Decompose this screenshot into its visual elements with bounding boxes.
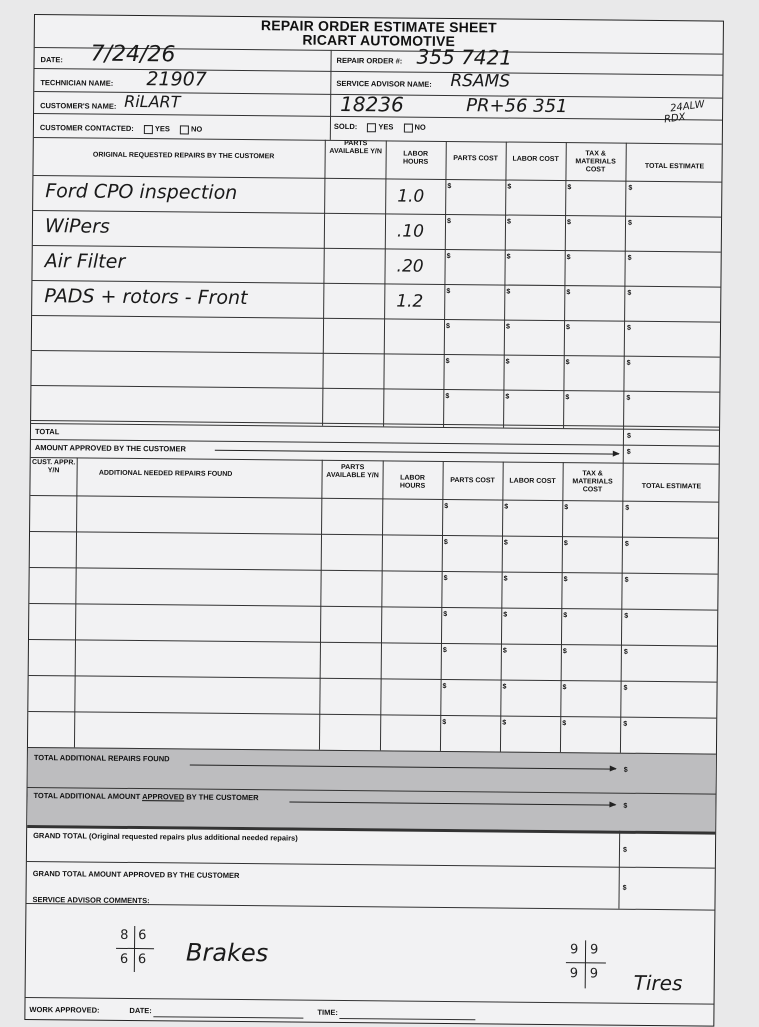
t1-header-labor-hours: LABOR HOURS [402,150,429,166]
dollar-sign: $ [444,502,449,510]
dollar-sign: $ [625,504,630,512]
t2-approved-underlined: APPROVED [142,792,185,802]
footer-date-field[interactable] [153,1016,303,1018]
work-approved-label: WORK APPROVED: [29,1005,100,1015]
dollar-sign: $ [626,324,631,332]
grand-total-label: GRAND TOTAL (Original requested repairs plus additional needed repairs) [33,831,298,843]
t2-header-labor-cost: LABOR COST [509,477,556,486]
dollar-sign: $ [446,217,451,226]
grand-total-dollar: $ [622,846,627,854]
dollar-sign: $ [505,358,510,366]
table-row [31,385,719,427]
repair-description: Air Filter [44,250,126,273]
dollar-sign: $ [442,646,447,654]
t2-approved-prefix: TOTAL ADDITIONAL AMOUNT [33,791,143,802]
t1-approved-label: AMOUNT APPROVED BY THE CUSTOMER [34,443,186,454]
t2-approved-suffix: BY THE CUSTOMER [184,792,259,803]
tires-tally-tr: 9 [589,942,599,958]
repair-order-value: 355 7421 [416,44,513,70]
t2-total-approved-dollar: $ [623,802,628,810]
contacted-yes-checkbox[interactable] [144,125,153,134]
t1-total-label: TOTAL [34,427,60,437]
t1-total-dollar: $ [626,432,631,440]
contacted-no-label: NO [190,124,203,134]
t2-header-total: TOTAL ESTIMATE [641,482,702,491]
advisor-label: SERVICE ADVISOR NAME: [336,78,432,89]
dollar-sign: $ [502,719,507,727]
dollar-sign: $ [627,254,632,262]
labor-hours-value: 1.2 [396,291,424,312]
tires-comment: Tires [633,970,683,996]
date-value: 7/24/26 [90,41,176,68]
repair-description: PADS + rotors - Front [44,285,248,310]
dollar-sign: $ [443,610,448,618]
t1-header-parts-cost: PARTS COST [453,155,498,163]
t2-header-parts-cost: PARTS COST [450,477,495,485]
t1-header-desc: ORIGINAL REQUESTED REPAIRS BY THE CUSTOMER [92,151,275,161]
customer-number: 18236 [340,91,404,117]
t1-approved-dollar: $ [626,448,631,456]
dollar-sign: $ [565,359,570,367]
dollar-sign: $ [565,394,570,402]
comments-label: SERVICE ADVISOR COMMENTS: [32,895,150,906]
tires-tally-bl: 9 [569,966,579,982]
grand-total-line [27,861,715,869]
dollar-sign: $ [564,504,569,512]
footer-line [26,997,714,1005]
dollar-sign: $ [443,574,448,582]
sold-label: SOLD: [333,121,358,132]
dollar-sign: $ [566,219,571,227]
vehicle-note-2: RDX [663,111,687,126]
dollar-sign: $ [624,612,629,620]
t1-header-parts-available: PARTS AVAILABLE Y/N [329,139,382,156]
brakes-tally-hline [116,948,154,949]
dollar-sign: $ [447,182,452,191]
dollar-sign: $ [628,184,633,192]
dollar-sign: $ [502,647,507,655]
labor-hours-value: .10 [396,221,425,242]
dollar-sign: $ [507,183,512,191]
sold-no-checkbox[interactable] [403,123,412,132]
tires-tally-hline [566,962,606,963]
brakes-tally-bl: 6 [119,951,129,967]
dollar-sign: $ [506,253,511,261]
brakes-tally-tr: 6 [138,928,147,944]
dollar-sign: $ [626,359,631,367]
t2-header-desc: ADDITIONAL NEEDED REPAIRS FOUND [98,469,233,478]
dollar-sign: $ [563,612,568,620]
t2-header-cust-appr: CUST. APPR. Y/N [32,459,76,475]
t1-header-total: TOTAL ESTIMATE [644,162,705,171]
t2-header-tax: TAX & MATERIALS COST [572,470,613,494]
date-label: DATE: [40,55,63,65]
dollar-sign: $ [445,322,450,331]
header-line-2 [34,68,722,76]
dollar-sign: $ [562,720,567,728]
t2-total-found-dollar: $ [623,766,628,774]
customer-label: CUSTOMER'S NAME: [40,101,117,111]
dollar-sign: $ [565,324,570,332]
company-name: RICART AUTOMOTIVE [302,31,456,50]
dollar-sign: $ [566,254,571,262]
footer-time-field[interactable] [339,1018,475,1020]
footer-date-label: DATE: [129,1005,152,1016]
dollar-sign: $ [443,538,448,546]
dollar-sign: $ [623,648,628,656]
dollar-sign: $ [505,323,510,331]
dollar-sign: $ [567,184,572,192]
dollar-sign: $ [562,684,567,692]
tires-tally-br: 9 [589,966,599,982]
contacted-yes-label: YES [154,124,170,134]
sold-yes-label: YES [378,122,394,132]
footer-time-label: TIME: [317,1007,338,1017]
vehicle-note-1: 24ALW [669,99,706,115]
repair-description: WiPers [44,215,111,238]
labor-hours-value: .20 [396,256,424,277]
technician-value: 21907 [146,68,207,91]
dollar-sign: $ [627,219,632,227]
dollar-sign: $ [503,539,508,547]
dollar-sign: $ [505,393,510,401]
t2-header-parts-available: PARTS AVAILABLE Y/N [326,463,379,480]
tires-tally-vline [585,940,586,988]
tires-tally-tl: 9 [569,942,579,958]
grand-approved-label: GRAND TOTAL AMOUNT APPROVED BY THE CUSTOMER [32,869,240,881]
dollar-sign: $ [446,287,451,296]
advisor-value: RSAMS [450,71,511,92]
dollar-sign: $ [624,540,629,548]
repair-order-label: REPAIR ORDER #: [336,55,403,66]
grand-approved-dollar: $ [622,884,627,892]
customer-value: RiLART [124,91,181,112]
sheet-title: REPAIR ORDER ESTIMATE SHEET [260,17,497,36]
dollar-sign: $ [562,648,567,656]
customer-contacted [40,123,202,134]
labor-hours-value: 1.0 [397,186,425,207]
t1-header-labor-cost: LABOR COST [512,155,559,164]
dollar-sign: $ [442,682,447,690]
dollar-sign: $ [445,357,450,366]
repair-description: Ford CPO inspection [45,180,238,204]
dollar-sign: $ [623,684,628,692]
sold-field [334,122,426,132]
dollar-sign: $ [506,288,511,296]
t2-header-labor-hours: LABOR HOURS [399,474,426,490]
t1-approved-arrow [215,450,619,455]
dollar-sign: $ [623,720,628,728]
dollar-sign: $ [442,718,447,726]
dollar-sign: $ [503,575,508,583]
dollar-sign: $ [446,252,451,261]
sold-yes-checkbox[interactable] [367,123,376,132]
brakes-tally-br: 6 [137,952,147,968]
dollar-sign: $ [503,611,508,619]
brakes-tally-tl: 8 [120,927,129,943]
license-plate: PR+56 351 [466,95,568,118]
sold-no-label: NO [414,122,426,132]
t1-header-tax: TAX & MATERIALS COST [575,150,616,174]
brakes-comment: Brakes [185,938,269,968]
dollar-sign: $ [504,503,509,511]
contacted-label: CUSTOMER CONTACTED: [39,123,134,133]
dollar-sign: $ [627,289,632,297]
repair-order-sheet [24,14,724,1027]
dollar-sign: $ [502,683,507,691]
t2-total-found-label: TOTAL ADDITIONAL REPAIRS FOUND [33,753,170,764]
dollar-sign: $ [445,392,450,401]
dollar-sign: $ [626,394,631,402]
technician-label: TECHNICIAN NAME: [40,78,114,88]
dollar-sign: $ [563,576,568,584]
dollar-sign: $ [624,576,629,584]
dollar-sign: $ [563,540,568,548]
contacted-no-checkbox[interactable] [180,125,189,134]
dollar-sign: $ [506,218,511,226]
dollar-sign: $ [566,289,571,297]
